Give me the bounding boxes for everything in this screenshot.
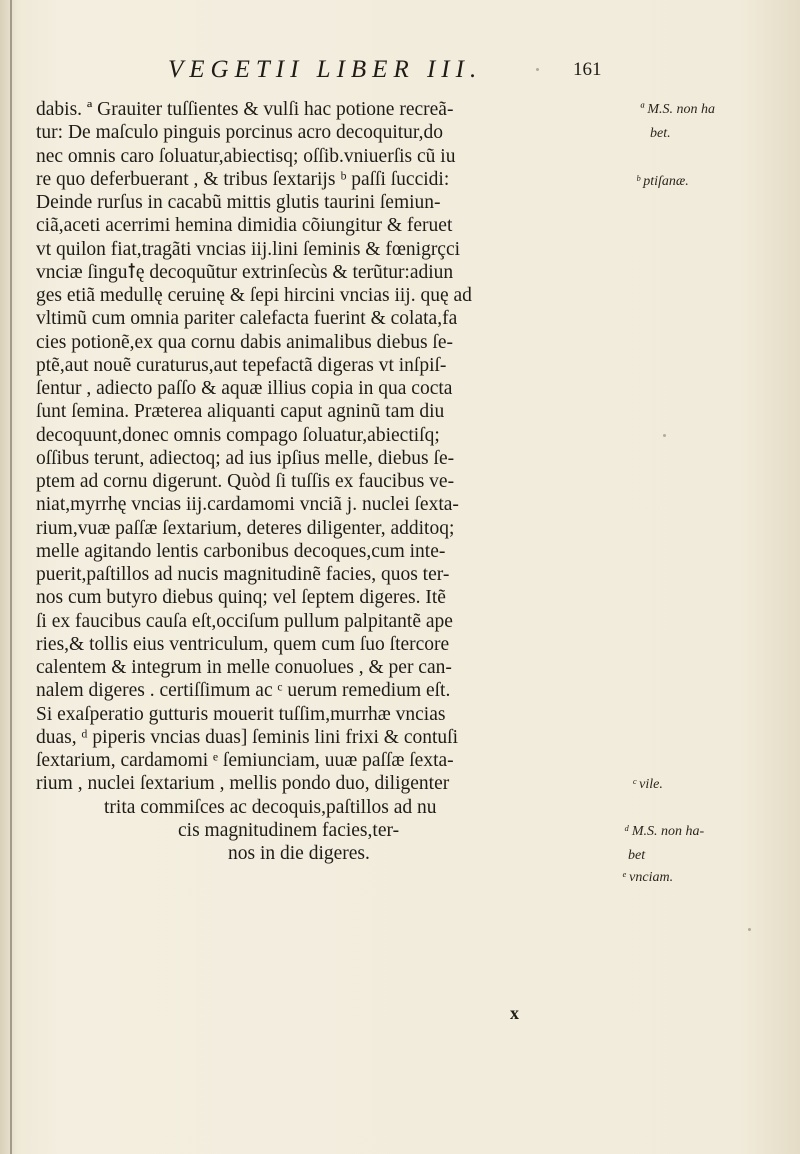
text-line: dabis. ª Grauiter tuſſientes & vulſi hac potione recreã- [36,99,454,120]
paper-speck [663,434,666,437]
main-text-block [36,98,636,865]
text-line: re quo deferbuerant , & tribus ſextarijs ᵇ paſſi ſuccidi: [36,168,450,190]
folio-number: 161 [573,59,602,80]
text-line: ſi ex faucibus cauſa eſt,occiſum pullum palpitantẽ ape [36,610,453,632]
text-line: nos in die digeres. [228,843,370,864]
marginal-note-a: ª M.S. non ha [640,102,716,117]
text-line: Deinde rurſus in cacabũ mittis glutis taurini ſemiun- [36,192,441,213]
marginal-note-a-cont: bet. [650,126,671,141]
text-line: Si exaſperatio gutturis mouerit tuſſim,murrhæ vncias [36,703,446,725]
text-line: cies potionẽ,ex qua cornu dabis animalibus diebus ſe- [36,331,453,353]
text-line: cis magnitudinem facies,ter- [178,819,400,841]
text-line: ges etiã medullę ceruinę & ſepi hircini vncias iij. quę ad [36,285,472,306]
text-line: vnciæ ſinguꝉę decoquũtur extrinſecùs & terũtur:adiun [36,261,454,283]
text-line: nec omnis caro ſoluatur,abiectisq; oſſib.vniuerſis cũ iu [36,145,456,167]
running-title: VEGETII LIBER III. [168,56,483,83]
marginal-note-e: ᵉ vnciam. [622,870,674,885]
text-line: puerit,paſtillos ad nucis magnitudinẽ facies, quos ter- [36,564,450,585]
marginal-note-c: ᶜ vile. [632,777,663,792]
page-header [150,52,690,92]
marginal-note-b: ᵇ ptiſanæ. [636,174,689,189]
text-line: trita commiſces ac decoquis,paſtillos ad nu [104,796,437,818]
text-line: niat,myrrhę vncias iij.cardamomi vnciã j. nuclei ſexta- [36,494,459,516]
text-line: ptem ad cornu digerunt. Quòd ſi tuſſis ex faucibus ve- [36,471,455,492]
text-line: rium , nuclei ſextarium , mellis pondo duo, diligenter [36,773,450,795]
text-line: calentem & integrum in melle conuolues , & per can- [36,657,452,678]
text-line: rium,vuæ paſſæ ſextarium, deteres diligenter, additoq; [36,517,455,539]
text-line: vltimũ cum omnia pariter calefacta fuerint & colata,fa [36,308,458,330]
paper-speck [748,928,751,931]
marginal-note-d: ᵈ M.S. non ha- [624,824,705,839]
text-line: ciã,aceti acerrimi hemina dimidia cõiungitur & feruet [36,215,453,237]
paper-speck [536,68,539,71]
text-line: nalem digeres . certiſſimum ac ᶜ uerum remedium eſt. [36,680,451,702]
text-line: ſunt ſemina. Præterea aliquanti caput agninũ tam diu [36,401,445,423]
text-line: melle agitando lentis carbonibus decoques,cum inte- [36,540,446,562]
text-line: ptẽ,aut nouẽ curaturus,aut tepefactã digeras vt inſpiſ- [36,354,447,376]
text-line: duas, ᵈ piperis vncias duas] ſeminis lini frixi & contuſi [36,726,459,748]
marginal-note-d-cont: bet [628,848,646,863]
page-gutter-edge [10,0,12,1154]
text-line: oſſibus terunt, adiectoq; ad ius ipſius melle, diebus ſe- [36,447,455,469]
text-line: vt quilon fiat,tragãti vncias iij.lini ſeminis & fœnigrçci [36,238,461,260]
text-line: decoquunt,donec omnis compago ſoluatur,abiectiſq; [36,424,440,446]
text-line: ſextarium, cardamomi ᵉ ſemiunciam, uuæ paſſæ ſexta- [36,750,454,771]
text-line: ſentur , adiecto paſſo & aquæ illius copia in qua cocta [36,378,453,399]
catchword-signature: x [510,1003,519,1023]
text-line: nos cum butyro diebus quinq; vel ſeptem digeres. Itẽ [36,587,446,609]
text-line: ries,& tollis eius ventriculum, quem cum ſuo ſtercore [36,633,450,655]
text-line: tur: De maſculo pinguis porcinus acro decoquitur,do [36,122,443,144]
